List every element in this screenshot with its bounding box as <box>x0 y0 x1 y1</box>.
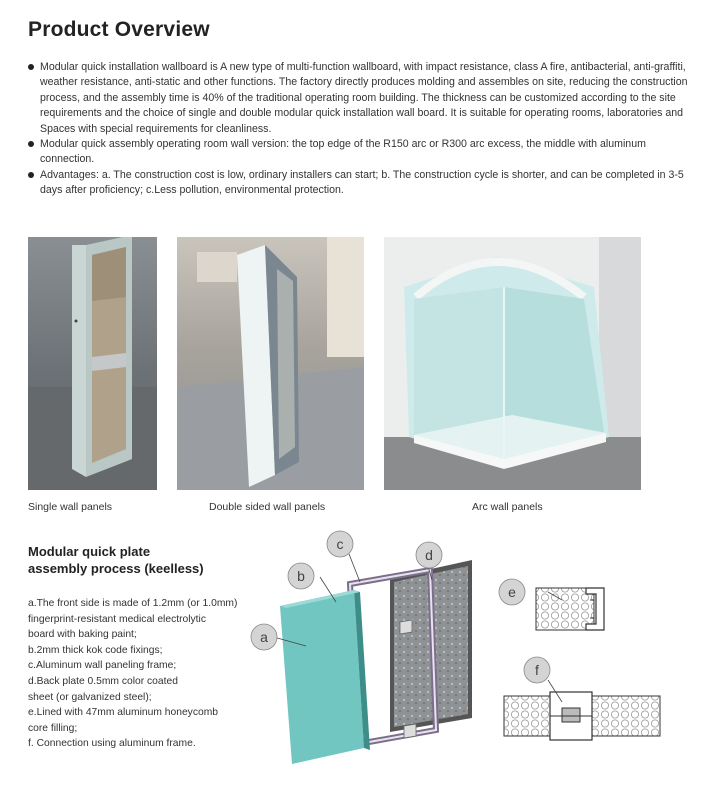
joint-section-f <box>504 692 660 740</box>
assembly-heading <box>28 543 248 577</box>
bullet-dot-icon <box>28 141 34 147</box>
assembly-description <box>28 596 278 752</box>
page-title: Product Overview <box>28 18 210 41</box>
assembly-line: f. Connection using aluminum frame. <box>28 738 196 750</box>
front-panel-part <box>280 590 370 764</box>
bullet-dot-icon <box>28 64 34 70</box>
svg-text:d: d <box>425 547 433 563</box>
assembly-line: c.Aluminum wall paneling frame; <box>28 660 177 672</box>
double-sided-wall-panel-photo <box>177 237 364 490</box>
callout-c <box>327 531 353 557</box>
arc-wall-panel-photo <box>384 237 641 490</box>
overview-bullet-list <box>28 60 693 199</box>
svg-text:c: c <box>336 536 344 552</box>
assembly-line: board with baking paint; <box>28 629 137 641</box>
single-wall-panel-caption: Single wall panels <box>28 501 113 513</box>
double-sided-wall-panel-caption: Double sided wall panels <box>209 501 326 513</box>
assembly-line: d.Back plate 0.5mm color coated <box>28 675 178 687</box>
assembly-line: e.Lined with 47mm aluminum honeycomb <box>28 707 219 719</box>
svg-text:a: a <box>260 629 268 645</box>
svg-text:f: f <box>535 662 539 678</box>
callout-a <box>251 624 277 650</box>
bullet-text: Modular quick assembly operating room wall version: the top edge of the R150 arc or R300 arc excess, the middle with aluminum connection. <box>40 138 646 166</box>
callout-f <box>524 657 550 683</box>
overview-bullet <box>28 168 693 199</box>
arc-wall-panel-caption: Arc wall panels <box>472 501 543 513</box>
assembly-line: core filling; <box>28 722 78 734</box>
bullet-text: Modular quick installation wallboard is A new type of multi-function wallboard, with impact resistance, class A fire, antibacterial, anti-graffiti, weather resistance, anti-static and other functions. The factory directly produces molding and assembles on site, reducing the construction process, and the assembly time is 40% of the traditional operating room building. The thickness can be customized according to the site requirements and the choice of single and double modular quick installation wall board. It is suitable for operating rooms, laboratories and Spaces with special requirements for cleanliness. <box>40 61 688 135</box>
assembly-line: sheet (or galvanized steel); <box>28 691 152 703</box>
svg-text:b: b <box>297 568 305 584</box>
overview-bullet <box>28 137 693 168</box>
bullet-dot-icon <box>28 172 34 178</box>
assembly-line: fingerprint-resistant medical electrolytic <box>28 613 206 625</box>
callout-b <box>288 563 314 589</box>
callout-d <box>416 542 442 568</box>
callout-e <box>499 579 525 605</box>
honeycomb-section-e <box>536 588 604 630</box>
svg-text:e: e <box>508 584 516 600</box>
single-wall-panel-photo <box>28 237 157 490</box>
assembly-heading-line: Modular quick plate <box>28 544 151 559</box>
assembly-line: b.2mm thick kok code fixings; <box>28 644 163 656</box>
bullet-text: Advantages: a. The construction cost is low, ordinary installers can start; b. The construction cycle is shorter, and can be completed in 3-5 days after proficiency; c.Less pollution, environmental protection. <box>40 168 684 197</box>
assembly-heading-line: assembly process (keelless) <box>28 561 204 576</box>
overview-bullet <box>28 60 693 137</box>
exploded-assembly-diagram <box>250 530 690 790</box>
assembly-line: a.The front side is made of 1.2mm (or 1.0mm) <box>28 598 238 609</box>
